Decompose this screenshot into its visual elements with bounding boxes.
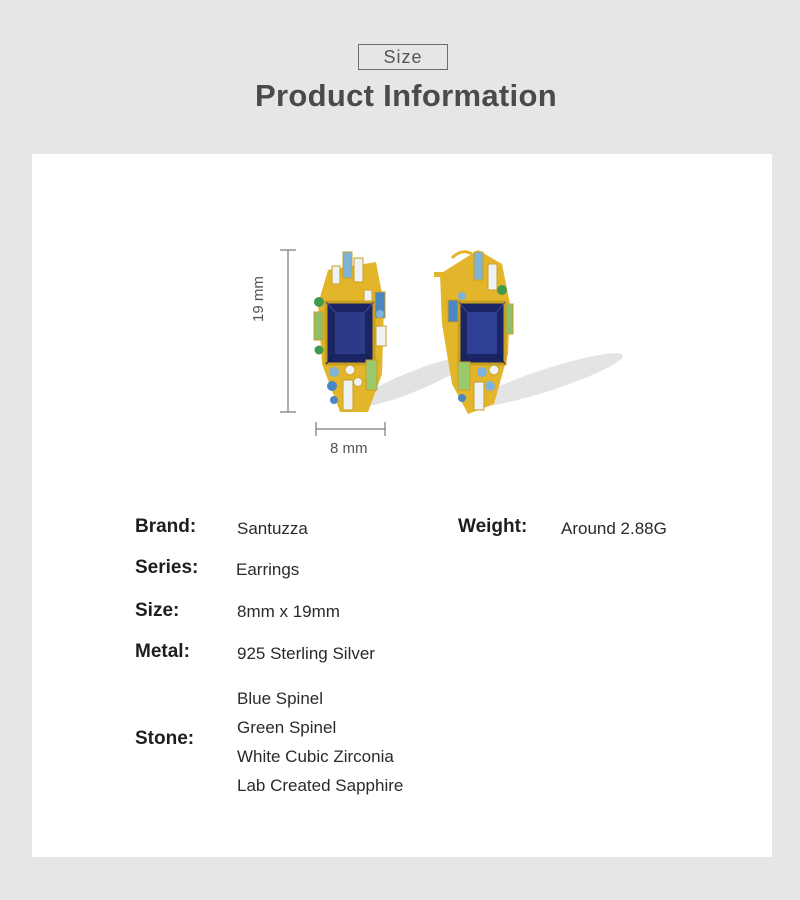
metal-label: Metal: — [135, 641, 190, 662]
stone-label: Stone: — [135, 728, 195, 749]
brand-label: Brand: — [135, 516, 197, 537]
weight-label: Weight: — [458, 516, 528, 537]
brand-value: Santuzza — [237, 519, 308, 538]
stone-item: Blue Spinel — [237, 689, 324, 708]
size-label: Size: — [135, 600, 180, 621]
metal-value: 925 Sterling Silver — [237, 644, 375, 663]
height-dimension-label: 19 mm — [250, 276, 267, 322]
series-label: Series: — [135, 557, 199, 578]
product-card — [32, 154, 772, 857]
page-title: Product Information — [255, 78, 557, 113]
size-tag — [358, 44, 448, 70]
stone-item: White Cubic Zirconia — [237, 747, 394, 766]
spec-table — [32, 154, 772, 857]
series-value: Earrings — [236, 560, 300, 579]
weight-value: Around 2.88G — [561, 519, 667, 538]
stone-item: Green Spinel — [237, 718, 337, 737]
stone-list — [237, 684, 403, 800]
size-value: 8mm x 19mm — [237, 602, 340, 621]
width-dimension-label: 8 mm — [330, 440, 368, 457]
stone-item: Lab Created Sapphire — [237, 776, 404, 795]
size-tag-label: Size — [383, 46, 423, 67]
